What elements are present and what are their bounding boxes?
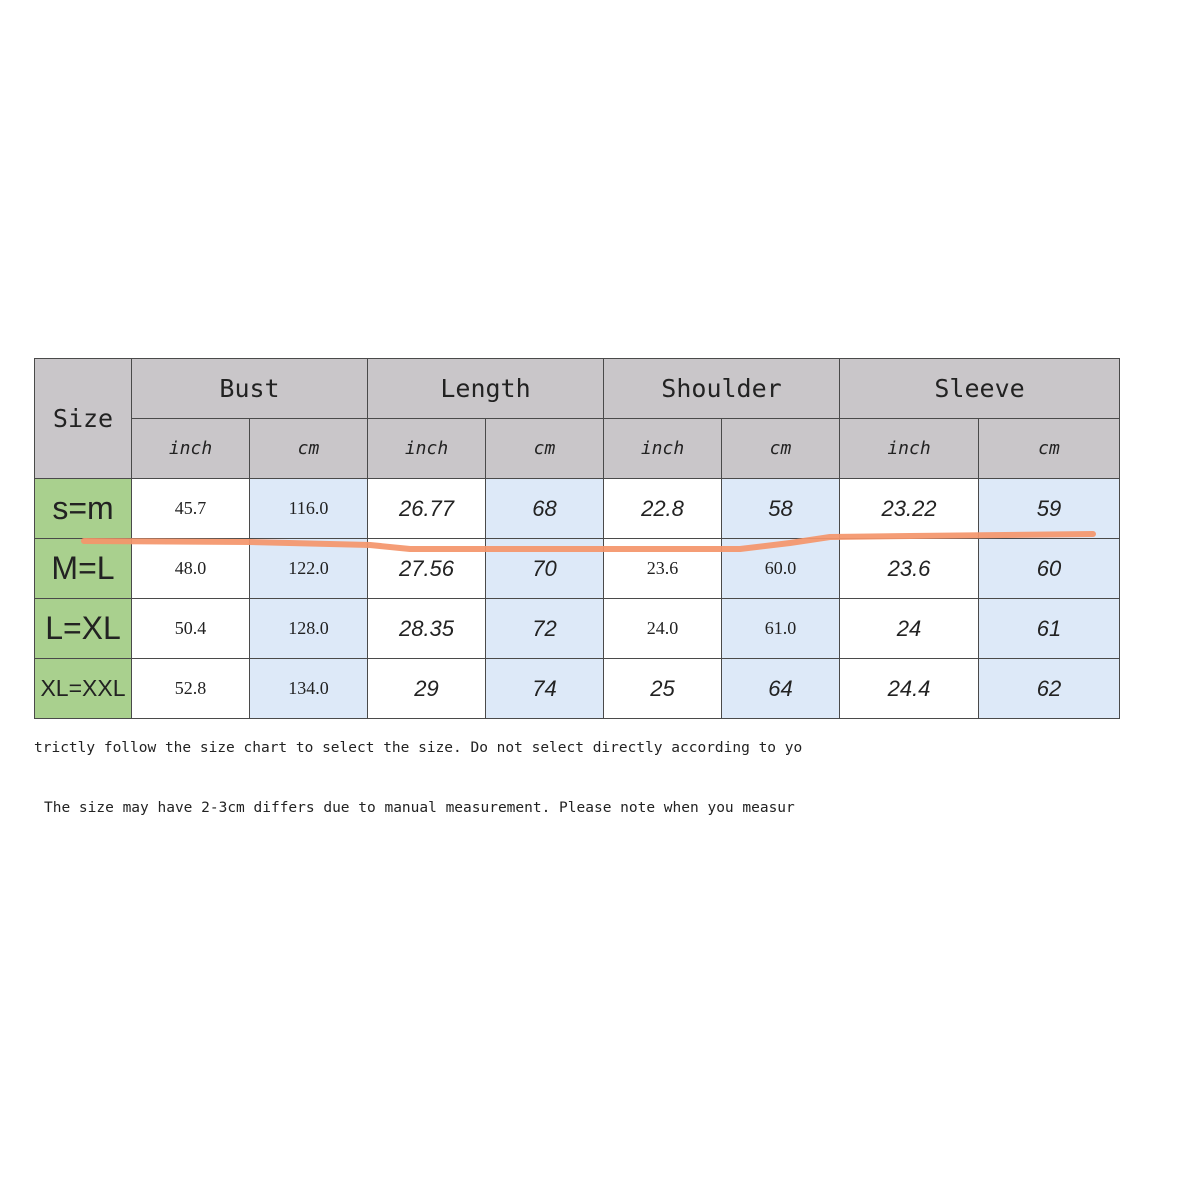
sleeve-inch-cell: 24: [840, 599, 979, 659]
bust-header: Bust: [132, 359, 368, 419]
shoulder-inch-cell: 23.6: [604, 539, 722, 599]
sleeve-cm-cell: 59: [979, 479, 1120, 539]
bust-cm-cell: 122.0: [250, 539, 368, 599]
bust-cm-unit: cm: [250, 419, 368, 479]
shoulder-cm-cell: 64: [722, 659, 840, 719]
sleeve-cm-unit: cm: [979, 419, 1120, 479]
length-inch-cell: 29: [368, 659, 486, 719]
bust-inch-cell: 50.4: [132, 599, 250, 659]
measurement-note: The size may have 2-3cm differs due to manual measurement. Please note when you measur: [44, 800, 795, 816]
shoulder-header: Shoulder: [604, 359, 840, 419]
length-inch-unit: inch: [368, 419, 486, 479]
size-label: s=m: [35, 479, 132, 539]
bust-inch-cell: 45.7: [132, 479, 250, 539]
bust-cm-cell: 116.0: [250, 479, 368, 539]
shoulder-cm-cell: 61.0: [722, 599, 840, 659]
shoulder-cm-cell: 60.0: [722, 539, 840, 599]
sleeve-inch-unit: inch: [840, 419, 979, 479]
sleeve-inch-cell: 23.22: [840, 479, 979, 539]
length-cm-unit: cm: [486, 419, 604, 479]
length-cm-cell: 74: [486, 659, 604, 719]
size-advice-note: trictly follow the size chart to select the size. Do not select directly according to yo: [34, 740, 803, 756]
sleeve-inch-cell: 23.6: [840, 539, 979, 599]
sleeve-cm-cell: 61: [979, 599, 1120, 659]
shoulder-inch-cell: 24.0: [604, 599, 722, 659]
bust-inch-cell: 52.8: [132, 659, 250, 719]
length-cm-cell: 72: [486, 599, 604, 659]
shoulder-inch-cell: 22.8: [604, 479, 722, 539]
bust-inch-cell: 48.0: [132, 539, 250, 599]
size-header: Size: [35, 359, 132, 479]
sleeve-cm-cell: 62: [979, 659, 1120, 719]
length-inch-cell: 27.56: [368, 539, 486, 599]
table-row: [35, 659, 1120, 719]
size-label: XL=XXL: [35, 659, 132, 719]
size-label: M=L: [35, 539, 132, 599]
shoulder-inch-cell: 25: [604, 659, 722, 719]
shoulder-inch-unit: inch: [604, 419, 722, 479]
table-row: [35, 479, 1120, 539]
table-row: [35, 539, 1120, 599]
size-label: L=XL: [35, 599, 132, 659]
bust-cm-cell: 128.0: [250, 599, 368, 659]
sleeve-header: Sleeve: [840, 359, 1120, 419]
length-cm-cell: 68: [486, 479, 604, 539]
sleeve-cm-cell: 60: [979, 539, 1120, 599]
length-header: Length: [368, 359, 604, 419]
length-cm-cell: 70: [486, 539, 604, 599]
bust-inch-unit: inch: [132, 419, 250, 479]
size-chart-table: [34, 358, 1120, 719]
bust-cm-cell: 134.0: [250, 659, 368, 719]
table-row: [35, 599, 1120, 659]
shoulder-cm-cell: 58: [722, 479, 840, 539]
length-inch-cell: 26.77: [368, 479, 486, 539]
shoulder-cm-unit: cm: [722, 419, 840, 479]
sleeve-inch-cell: 24.4: [840, 659, 979, 719]
length-inch-cell: 28.35: [368, 599, 486, 659]
